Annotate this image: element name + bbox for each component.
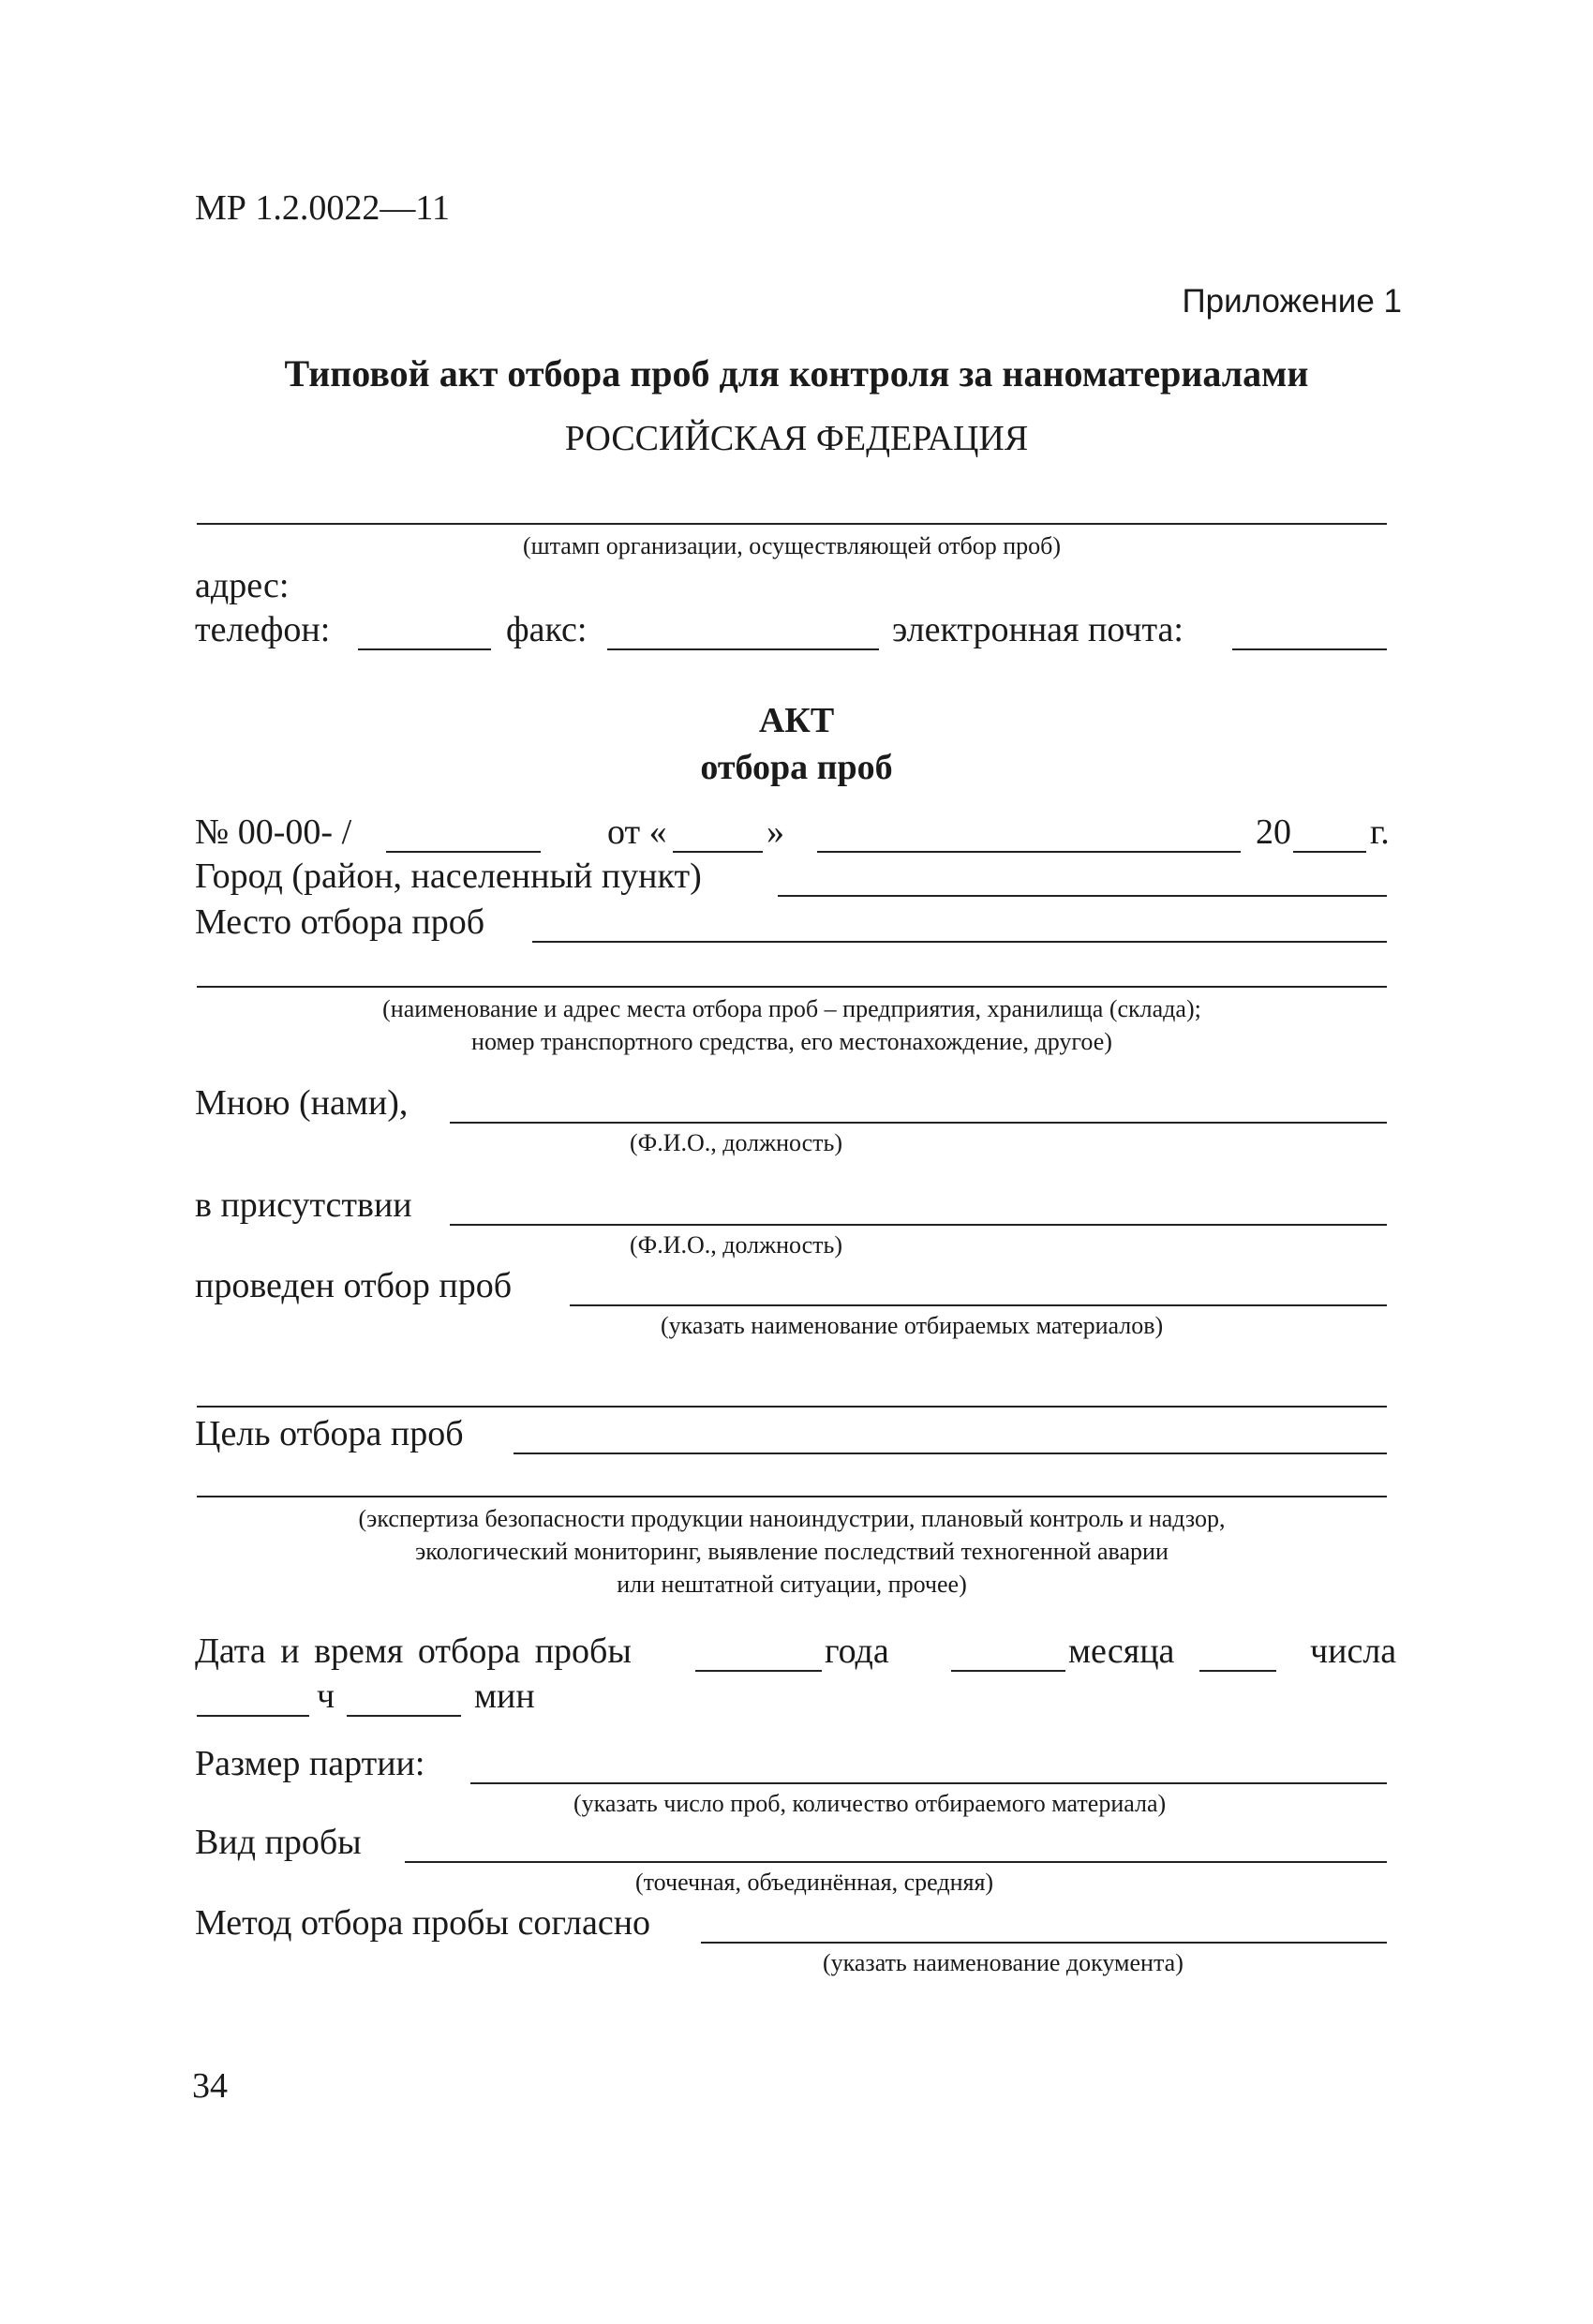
fax-field[interactable]	[607, 648, 879, 650]
lot-field[interactable]	[470, 1782, 1387, 1784]
method-field[interactable]	[701, 1942, 1387, 1944]
place-caption-2: номер транспортного средства, его местонахождение, другое)	[471, 1028, 1112, 1055]
document-code: МР 1.2.0022—11	[195, 188, 451, 228]
month-word: месяца	[1068, 1631, 1175, 1671]
act-subtitle: отбора проб	[700, 748, 893, 787]
sampling-field-line-2[interactable]	[197, 1406, 1387, 1408]
type-label: Вид пробы	[195, 1823, 362, 1862]
act-number-label: № 00-00- /	[195, 812, 352, 852]
sampling-field[interactable]	[570, 1304, 1387, 1306]
date-year-field[interactable]	[1293, 851, 1366, 853]
place-field-line-2[interactable]	[197, 986, 1387, 988]
phone-label: телефон:	[195, 610, 331, 649]
purpose-caption-1: (экспертиза безопасности продукции наноиндустрии, плановый контроль и надзор,	[358, 1505, 1226, 1532]
purpose-caption-2: экологический мониторинг, выявление последствий техногенной аварии	[415, 1538, 1169, 1565]
email-label: электронная почта:	[892, 610, 1184, 649]
hour-word: ч	[317, 1676, 335, 1716]
purpose-caption-3: или нештатной ситуации, прочее)	[617, 1571, 967, 1598]
sampling-caption: (указать наименование отбираемых материалов)	[661, 1312, 1164, 1339]
by-label: Мною (нами),	[195, 1083, 409, 1123]
method-caption: (указать наименование документа)	[823, 1949, 1184, 1976]
year-word: года	[825, 1631, 889, 1671]
act-title: АКТ	[758, 701, 835, 740]
appendix-label: Приложение 1	[1182, 283, 1402, 320]
email-field[interactable]	[1232, 648, 1387, 650]
place-field[interactable]	[532, 941, 1387, 943]
fax-label: факс:	[506, 610, 588, 649]
stamp-line	[197, 523, 1387, 525]
place-label: Место отбора проб	[195, 902, 485, 942]
min-word: мин	[474, 1676, 535, 1716]
presence-label: в присутствии	[195, 1185, 412, 1225]
datetime-label: Дата и время отбора пробы	[195, 1631, 632, 1671]
stamp-caption: (штамп организации, осуществляющей отбор проб)	[522, 532, 1062, 559]
type-field[interactable]	[405, 1861, 1387, 1863]
datetime-year-field[interactable]	[695, 1670, 822, 1672]
lot-caption: (указать число проб, количество отбираемого материала)	[573, 1790, 1167, 1817]
date-from-label: от «	[607, 812, 667, 852]
purpose-field[interactable]	[514, 1452, 1387, 1454]
page-number: 34	[192, 2066, 228, 2106]
city-field[interactable]	[778, 895, 1387, 897]
year-prefix: 20	[1256, 812, 1291, 852]
place-caption-1: (наименование и адрес места отбора проб – предприятия, хранилища (склада);	[382, 995, 1201, 1022]
by-field[interactable]	[450, 1122, 1387, 1124]
date-month-field[interactable]	[817, 851, 1241, 853]
datetime-min-field[interactable]	[347, 1715, 461, 1717]
method-label: Метод отбора пробы согласно	[195, 1903, 651, 1943]
page-title: Типовой акт отбора проб для контроля за наноматериалами	[284, 352, 1309, 395]
lot-label: Размер партии:	[195, 1744, 425, 1783]
phone-field[interactable]	[358, 648, 491, 650]
type-caption: (точечная, объединённая, средняя)	[635, 1869, 994, 1896]
act-number-field[interactable]	[386, 851, 541, 853]
purpose-label: Цель отбора проб	[195, 1414, 464, 1453]
date-quote-close: »	[767, 812, 784, 852]
date-day-field[interactable]	[673, 851, 763, 853]
purpose-field-line-2[interactable]	[197, 1496, 1387, 1497]
datetime-hour-field[interactable]	[197, 1715, 309, 1717]
city-label: Город (район, населенный пункт)	[195, 857, 702, 896]
presence-field[interactable]	[450, 1224, 1387, 1226]
country-name: РОССИЙСКАЯ ФЕДЕРАЦИЯ	[564, 419, 1029, 458]
datetime-day-field[interactable]	[1199, 1670, 1276, 1672]
presence-caption: (Ф.И.О., должность)	[630, 1231, 843, 1259]
year-suffix: г.	[1370, 812, 1390, 852]
sampling-label: проведен отбор проб	[195, 1266, 513, 1305]
day-word: числа	[1310, 1631, 1397, 1671]
by-caption: (Ф.И.О., должность)	[630, 1129, 843, 1156]
address-label: адрес:	[195, 566, 290, 605]
datetime-month-field[interactable]	[951, 1670, 1065, 1672]
